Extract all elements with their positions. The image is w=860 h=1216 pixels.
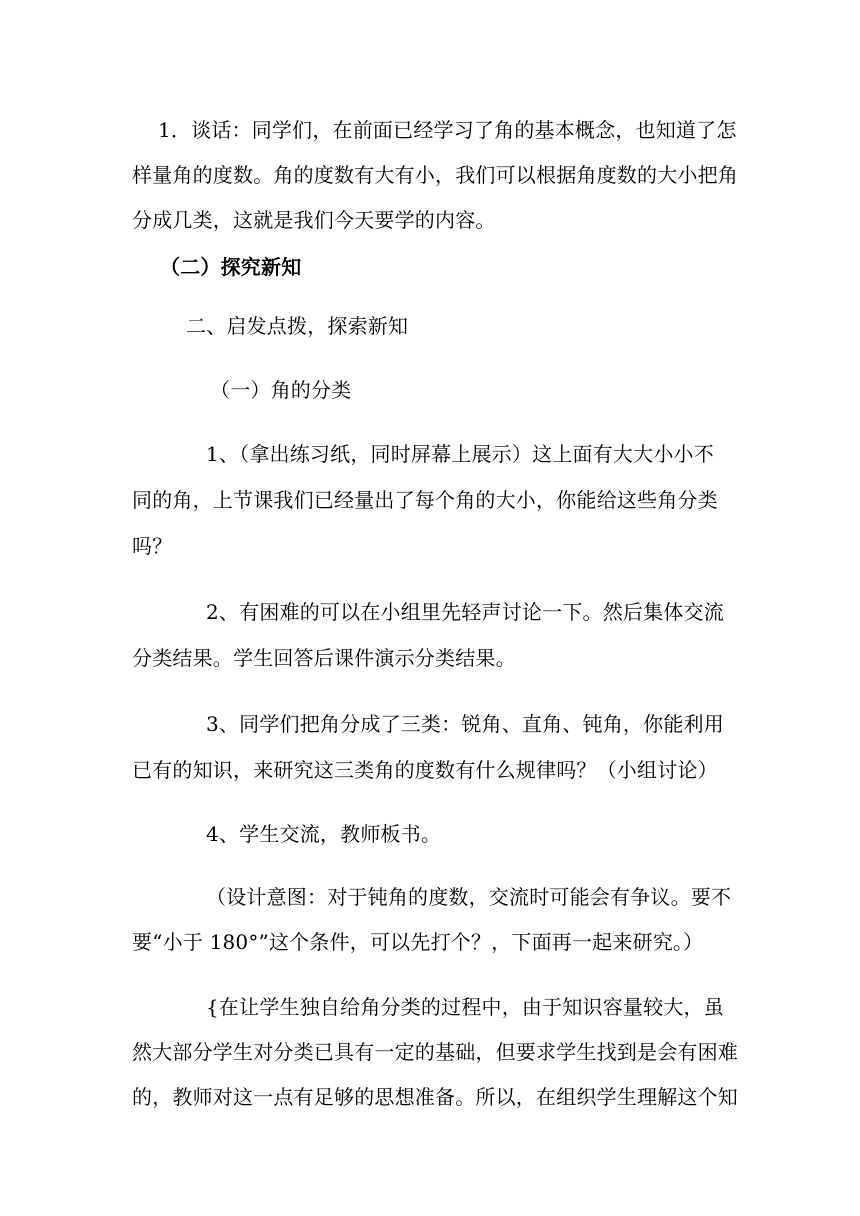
subheading-guidance: 二、启发点拨，探索新知 [186,314,409,338]
paragraph-intro-line-1: 1．谈话：同学们，在前面已经学习了角的基本概念，也知道了怎 [158,118,737,142]
design-intent-line-2: 要“小于 180°”这个条件，可以先打个？，下面再一起来研究。） [132,930,704,954]
paragraph-intro-line-3: 分成几类，这就是我们今天要学的内容。 [132,208,496,232]
design-intent-line-1: （设计意图：对于钝角的度数，交流时可能会有争议。要不 [206,885,732,909]
item-2-line-1: 2、有困难的可以在小组里先轻声讨论一下。然后集体交流 [206,600,724,624]
reflection-line-2: 然大部分学生对分类已具有一定的基础，但要求学生找到是会有困难 [132,1040,738,1064]
section-heading-explore: （二）探究新知 [160,255,302,279]
paragraph-intro-line-2: 样量角的度数。角的度数有大有小，我们可以根据角度数的大小把角 [132,163,738,187]
subheading-angle-classification: （一）角的分类 [210,378,352,402]
reflection-line-1: {在让学生独自给角分类的过程中，由于知识容量较大，虽 [206,995,724,1019]
reflection-line-3: 的，教师对这一点有足够的思想准备。所以，在组织学生理解这个知 [132,1085,738,1109]
item-4-line-1: 4、学生交流，教师板书。 [206,822,442,846]
item-2-line-2: 分类结果。学生回答后课件演示分类结果。 [132,646,516,670]
item-1-line-2: 同的角，上节课我们已经量出了每个角的大小，你能给这些角分类 [132,488,718,512]
item-3-line-1: 3、同学们把角分成了三类：锐角、直角、钝角，你能利用 [206,712,724,736]
item-1-line-3: 吗？ [132,534,173,558]
item-1-line-1: 1、（拿出练习纸，同时屏幕上展示）这上面有大大小小不 [206,442,714,466]
item-3-line-2: 已有的知识，来研究这三类角的度数有什么规律吗？（小组讨论） [132,758,718,782]
